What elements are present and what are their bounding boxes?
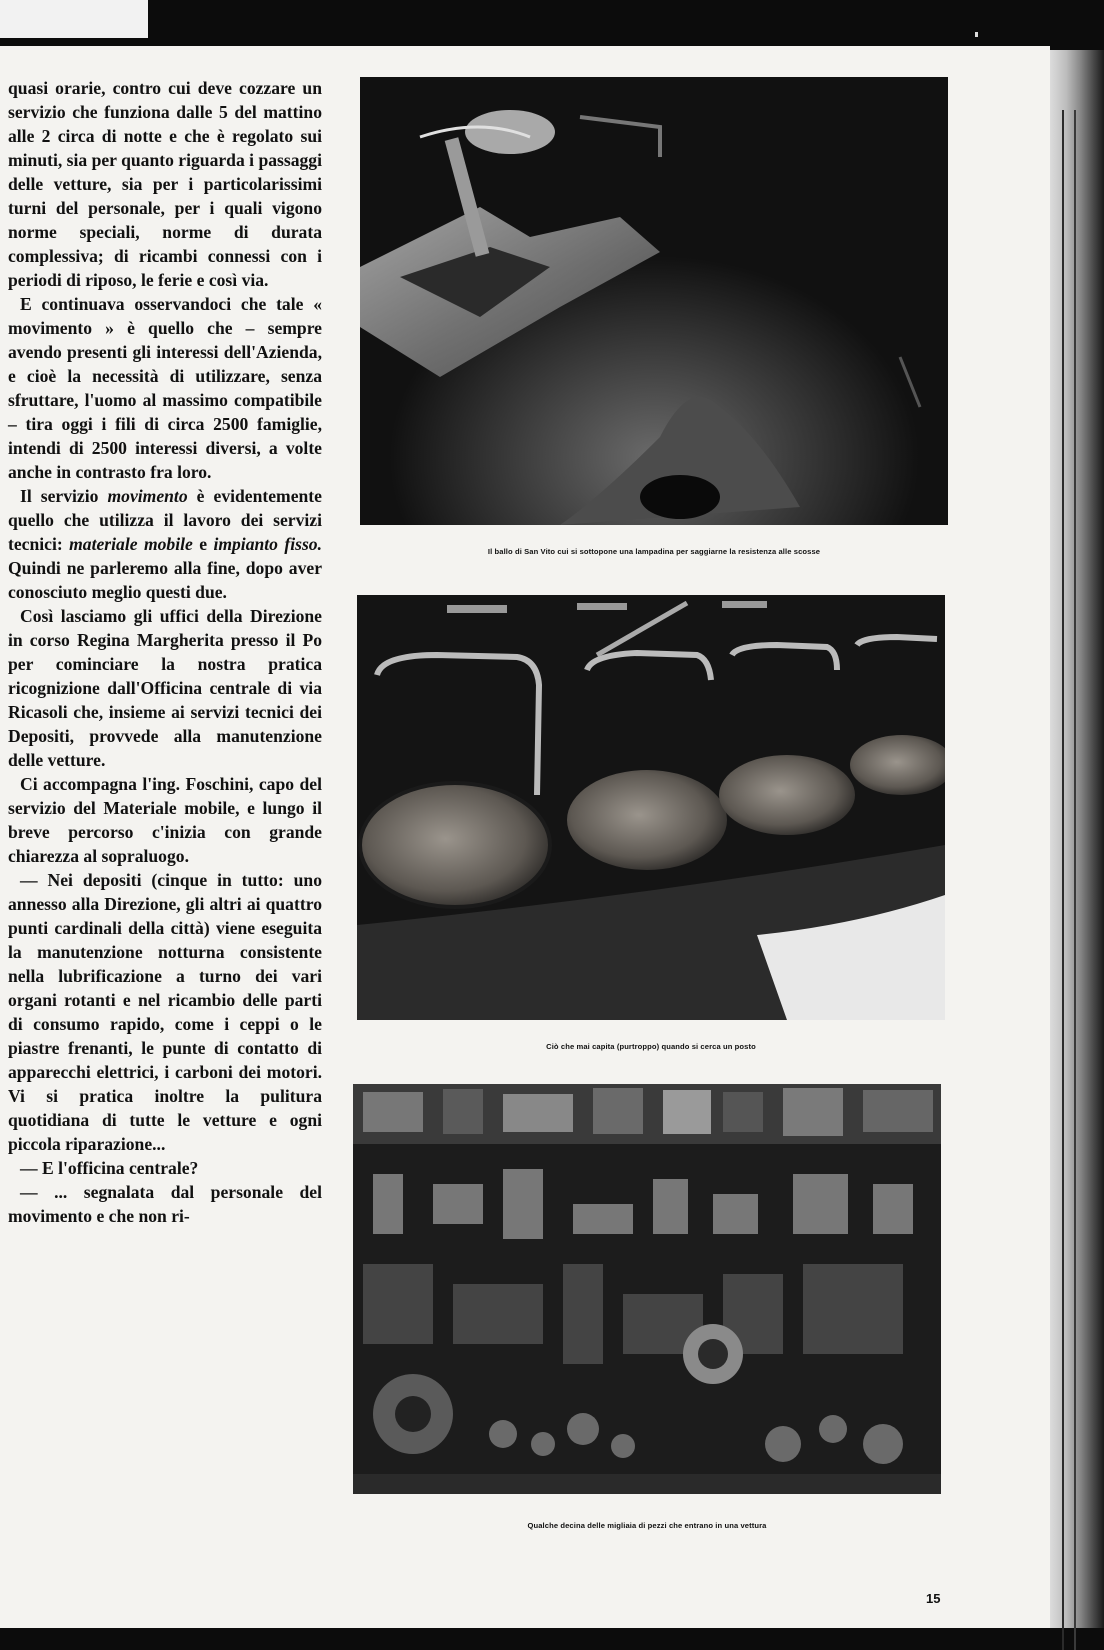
magazine-page [0, 46, 1050, 1628]
page-number: 15 [926, 1591, 941, 1606]
spine-line [1074, 110, 1076, 1650]
photo-tram-seats-image [357, 595, 945, 1020]
article-paragraph: — E l'officina centrale? [20, 1158, 199, 1178]
article-paragraph: Ci accompagna l'ing. Foschini, capo del servizio del Materiale mobile, e lungo il breve percorso c'inizia con grande chiarezza al sopraluogo. [8, 774, 322, 866]
article-text-run: Il servizio [20, 486, 108, 506]
article-text-run: Quindi ne parleremo alla fine, dopo aver conosciuto meglio questi due. [8, 558, 322, 602]
article-paragraph: E continuava osservandoci che tale « movimento » è quello che – sempre avendo presenti gli interessi dell'Azienda, e cioè la necessità di utilizzare, senza sfruttare, l'uomo al massimo compatibile – tira oggi i fili di circa 2500 famiglie, intendi di 2500 interessi diversi, a volte anche in contrasto fra loro. [8, 294, 322, 482]
photo-3-caption: Qualche decina delle migliaia di pezzi che entrano in una vettura [527, 1521, 767, 1530]
article-emphasis: movimento [107, 486, 188, 506]
article-paragraph [8, 484, 322, 604]
photo-tram-parts [353, 1084, 941, 1494]
article-emphasis: impianto fisso. [213, 534, 323, 554]
article-text-column [8, 76, 322, 1228]
photo-lamp-vibration-test [360, 77, 948, 525]
article-paragraph: Così lasciamo gli uffici della Direzione in corso Regina Margherita presso il Po per cominciare la nostra pratica ricognizione dall'Officina centrale di via Ricasoli che, insieme ai servizi tecnici dei Depositi, provvede alla manutenzione delle vetture. [8, 606, 322, 770]
article-paragraph: — ... segnalata dal personale del movimento e che non ri- [8, 1182, 322, 1226]
article-paragraph: — Nei depositi (cinque in tutto: uno annesso alla Direzione, gli altri ai quattro punti cardinali della città) viene eseguita la manutenzione notturna consistente nella lubrificazione a turno dei vari organi rotanti e nel ricambio delle parti di consumo rapido, come i ceppi o le piastre frenanti, le punte di contatto di apparecchi elettrici, i carboni dei motori. Vi si pratica inoltre la pulitura quotidiana di tutte le vetture e ogni piccola riparazione... [8, 870, 322, 1154]
photo-tram-seats [357, 595, 945, 1020]
article-text-run: è evidentemente quello che utilizza il lavoro dei servizi tecnici: [8, 486, 322, 554]
article-paragraph: quasi orarie, contro cui deve cozzare un servizio che funziona dalle 5 del mattino alle 2 circa di notte e che è regolato sui minuti, sia per quanto riguarda i passaggi delle vetture, sia per i particolarissimi turni del personale, per i quali vigono norme speciali, norme di durata complessiva; di ricambi connessi con i periodi di riposo, le ferie e così via. [8, 78, 322, 290]
scan-speck [975, 32, 978, 37]
photo-2-caption: Ciò che mai capita (purtroppo) quando si cerca un posto [546, 1042, 756, 1051]
spine-line [1062, 110, 1064, 1650]
photo-1-caption: Il ballo di San Vito cui si sottopone una lampadina per saggiarne la resistenza alle scosse [487, 547, 821, 556]
book-spine-edge [1050, 50, 1104, 1628]
photo-tram-parts-image [353, 1084, 941, 1494]
article-text-run: e [192, 534, 214, 554]
photo-lamp-vibration-image [360, 77, 948, 525]
scan-border-tab [0, 0, 148, 38]
article-emphasis: materiale mobile [69, 534, 193, 554]
